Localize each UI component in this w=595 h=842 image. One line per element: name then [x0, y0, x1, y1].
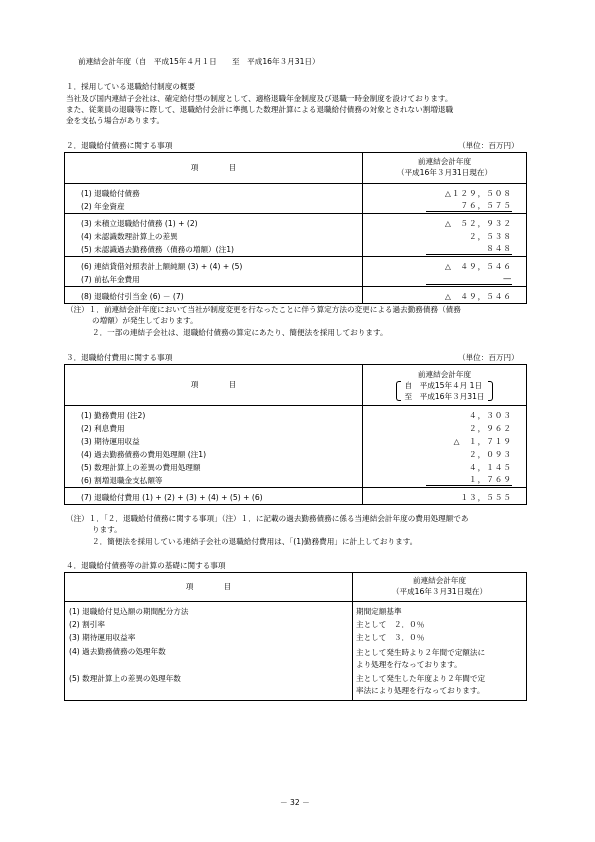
- table-row-label: (3) 未積立退職給付債務 (1) + (2): [65, 214, 363, 231]
- table-row-value: ８４８: [363, 243, 527, 257]
- section-2-note: ２．一部の連結子会社は、退職給付債務の算定にあたり、簡便法を採用しております。: [92, 328, 388, 337]
- section-2-unit: （単位：百万円）: [458, 141, 519, 150]
- table-row-label: (3) 期待運用収益率: [65, 631, 353, 644]
- section-3-note: ２．簡便法を採用している連結子会社の退職給付費用は、「(1)勤務費用」に計上しております。: [92, 537, 418, 546]
- section-3-heading: ３．退職給付費用に関する事項: [66, 353, 173, 362]
- table-row-value: △ ５２，９３２: [363, 214, 527, 231]
- column-header-period: 前連結会計年度 （平成16年３月31日現在）: [363, 153, 527, 184]
- table-row-value: 主として発生時より２年間で定額法に より処理を行なっております。: [353, 644, 527, 671]
- table-row-value: 期間定額基準: [353, 602, 527, 619]
- table-row-label: (5) 数理計算上の差異の費用処理額: [65, 461, 363, 474]
- section-2-heading: ２．退職給付債務に関する事項: [66, 141, 173, 150]
- table-row-value: ４，１４５: [363, 461, 527, 474]
- table-row-value: △ ４９，５４６: [363, 257, 527, 274]
- page-number: － 32 －: [280, 798, 310, 807]
- table-row-value: ７６，５７５: [363, 200, 527, 214]
- table-row-label: (1) 退職給付債務: [65, 184, 363, 201]
- section-3-note: （注）１．「２．退職給付債務に関する事項」（注）１．に記載の過去勤務債務に係る当連結会計年度の費用処理額であ: [66, 514, 469, 523]
- section-1-line: 金を支払う場合があります。: [66, 116, 165, 125]
- column-header-item: 項 目: [65, 573, 353, 602]
- table-row-label: (5) 数理計算上の差異の処理年数: [65, 671, 353, 701]
- table-row-value: 主として ３．０％: [353, 631, 527, 644]
- table-row-label: (1) 退職給付見込額の期間配分方法: [65, 602, 353, 619]
- table-row-value: △ １，７１９: [363, 435, 527, 448]
- table-row-value: 主として ２．０％: [353, 618, 527, 631]
- retirement-obligation-table: [64, 152, 527, 304]
- section-3-unit: （単位：百万円）: [458, 353, 519, 362]
- table-row-value: １３，５５５: [363, 488, 527, 505]
- table-row-label: (4) 過去勤務債務の費用処理額 (注1): [65, 448, 363, 461]
- table-row-label: (1) 勤務費用 (注2): [65, 406, 363, 423]
- column-header-period: 前連結会計年度 （平成16年３月31日現在）: [353, 573, 527, 602]
- table-row-label: (7) 退職給付費用 (1) + (2) + (3) + (4) + (5) + (6): [65, 488, 363, 505]
- table-row-label: (7) 前払年金費用: [65, 273, 363, 287]
- table-row-label: (2) 割引率: [65, 618, 353, 631]
- section-3-note: ります。: [92, 525, 122, 534]
- table-row-value: ２，０９３: [363, 448, 527, 461]
- section-1-line: また、従業員の退職等に際して、退職給付会計に準拠した数理計算による退職給付債務の対象とされない割増退職: [66, 105, 454, 114]
- column-header-item: 項 目: [65, 365, 363, 406]
- table-row-label: (2) 利息費用: [65, 422, 363, 435]
- table-row-label: (5) 未認識過去勤務債務（債務の増額）(注1): [65, 243, 363, 257]
- table-row-label: (4) 未認識数理計算上の差異: [65, 230, 363, 243]
- retirement-cost-table: [64, 364, 527, 505]
- table-row-label: (2) 年金資産: [65, 200, 363, 214]
- table-row-value: 主として発生した年度より２年間で定 率法により処理を行なっております。: [353, 671, 527, 701]
- table-row-value: △１２９，５０８: [363, 184, 527, 201]
- section-2-note: （注）１．前連結会計年度において当社が制度変更を行なったことに伴う算定方法の変更による過去勤務債務（債務: [66, 305, 461, 314]
- table-row-label: (3) 期待運用収益: [65, 435, 363, 448]
- table-row-label: (8) 退職給付引当金 (6) － (7): [65, 287, 363, 304]
- table-row-label: (4) 過去勤務債務の処理年数: [65, 644, 353, 671]
- table-row-value: １，７６９: [363, 474, 527, 488]
- table-row-value: ２，５３８: [363, 230, 527, 243]
- section-1-line: 当社及び国内連結子会社は、確定給付型の制度として、適格退職年金制度及び退職一時金制度を設けております。: [66, 94, 453, 103]
- table-row-value: ４，３０３: [363, 406, 527, 423]
- section-4-heading: ４．退職給付債務等の計算の基礎に関する事項: [66, 561, 226, 570]
- table-row-value: △ ４９，５４６: [363, 287, 527, 304]
- column-header-item: 項 目: [65, 153, 363, 184]
- calculation-basis-table: [64, 572, 527, 701]
- column-header-period: 前連結会計年度 自 平成15年４月 1日 至 平成16年３月31日: [363, 365, 527, 406]
- table-row-label: (6) 割増退職金支払額等: [65, 474, 363, 488]
- table-row-label: (6) 連結貸借対照表計上額純額 (3) + (4) + (5): [65, 257, 363, 274]
- period-header: 前連結会計年度（自 平成15年４月１日 至 平成16年３月31日）: [78, 57, 320, 66]
- table-row-value: ―: [363, 273, 527, 287]
- section-2-note: の増額）が発生しております。: [92, 316, 198, 325]
- table-row-value: ２，９６２: [363, 422, 527, 435]
- section-1-heading: １．採用している退職給付制度の概要: [66, 82, 196, 91]
